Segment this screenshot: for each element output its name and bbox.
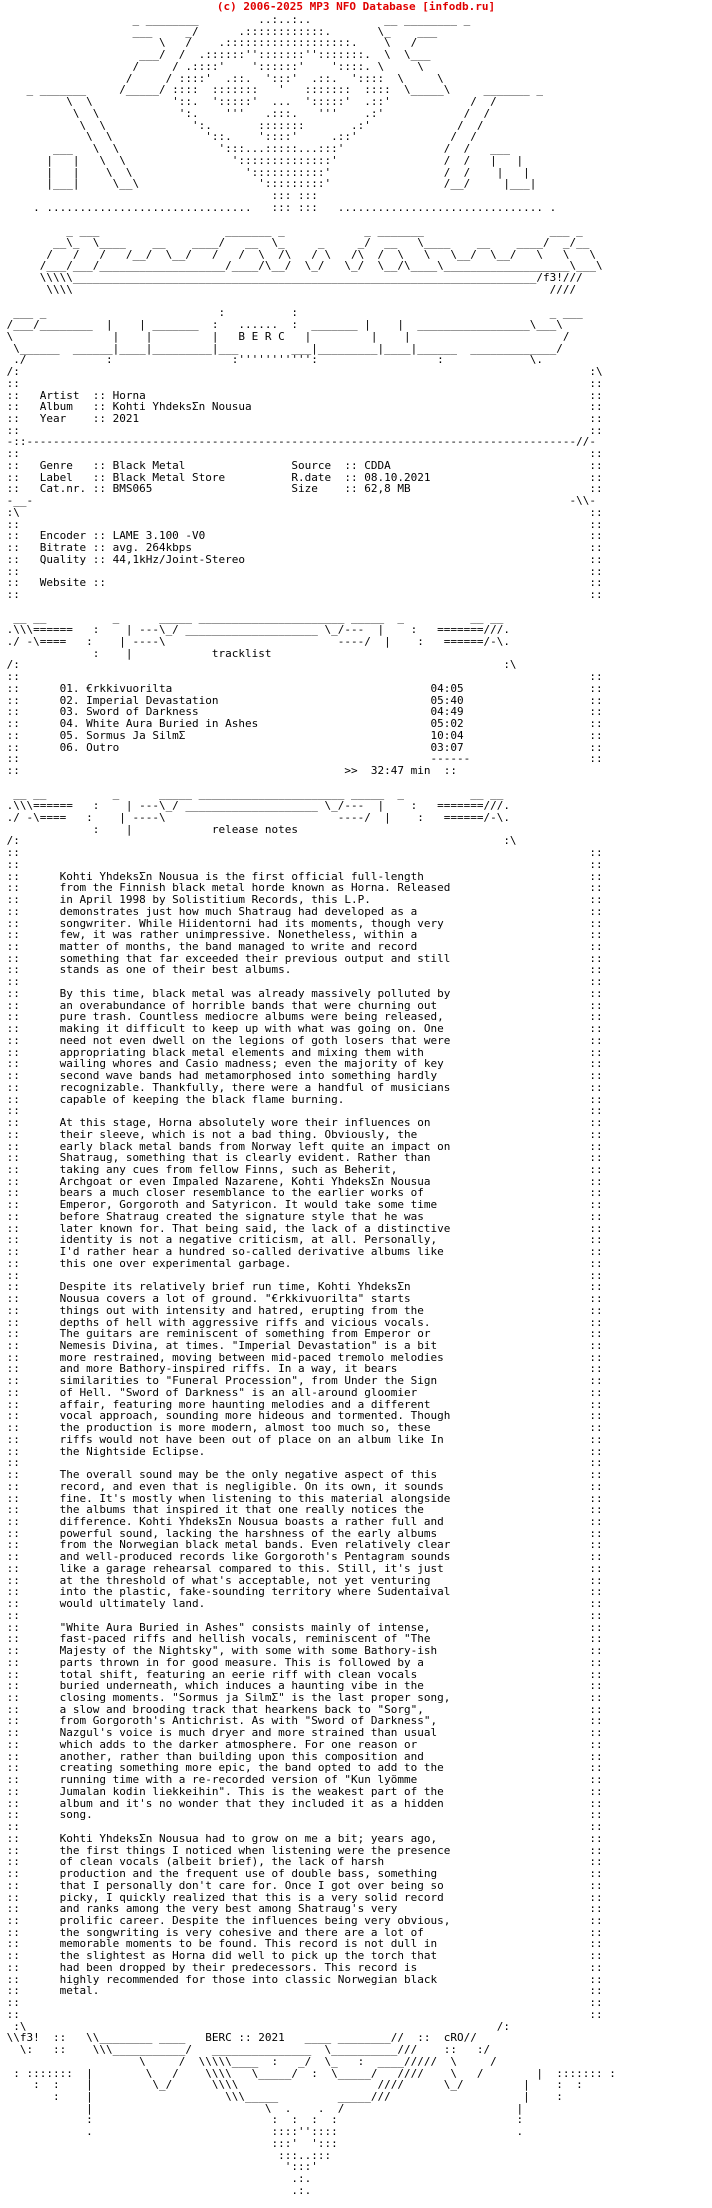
header-art-line: \ \ '::. '::::' .::' / / [0,130,477,144]
notes-line: :: song. :: [0,1808,603,1822]
bitrate-row: :: Bitrate :: avg. 264kbps :: [0,541,603,555]
notes-line: :: identity is not a negative criticism, at all. Personally, :: [0,1233,603,1247]
encoder-row: :: Encoder :: LAME 3.100 -V0 :: [0,529,603,543]
art-line: :: :: [0,1456,603,1470]
art-line: :: :: [0,423,603,437]
art-line: /: :\ [0,365,603,379]
total-divider: :: ------ :: [0,752,603,766]
art-line: :\ /: [0,2019,510,2033]
notes-line: :: bears a much closer resemblance to the earlier works of :: [0,1186,603,1200]
notes-line: :: matter of months, the band managed to write and record :: [0,940,603,954]
art-line: /: :\ [0,658,517,672]
art-line: :: :: [0,587,603,601]
notes-line: :: Nemesis Divina, at times. "Imperial Devastation" is a bit :: [0,1338,603,1352]
notes-line: :: affair, featuring more haunting melodies and a different :: [0,1397,603,1411]
track-row: :: 06. Outro 03:07 :: [0,740,603,754]
notes-line: :: record, and even that is negligible. On its own, it sounds :: [0,1479,603,1493]
notes-line: :: something that far exceeded their previous output and still :: [0,951,603,965]
notes-line: :: a slow and brooding track that hearkens back to "Sorg", :: [0,1702,603,1716]
total-time: :: >> 32:47 min :: [0,764,457,777]
notes-line: :: buried underneath, which induces a haunting vibe in the :: [0,1679,603,1693]
notes-line: :: another, rather than building upon this composition and :: [0,1749,603,1763]
notes-line: :: things out with intensity and hatred, erupting from the :: [0,1303,603,1317]
footer-art-line: | \ . . / | [0,2101,524,2115]
notes-line: :: before Shatraug created the signature style that he was :: [0,1209,603,1223]
footer-art-line: : : : : : : [0,2113,524,2127]
notes-line: :: of clean vocals (albeit brief), the lack of harsh :: [0,1855,603,1869]
notes-line: :: Majesty of the Nightsky", with some with some Bathory-ish :: [0,1644,603,1658]
notes-line: :: from Gorgoroth's Antichrist. As with "Sword of Darkness", :: [0,1714,603,1728]
album-row: :: Album :: Kohti YhdeksΣn Nousua :: [0,400,603,414]
artist-row: :: Artist :: Horna :: [0,388,603,402]
notes-line: :: songwriter. While Hiidentorni had its moments, though very :: [0,916,603,930]
header-art-line: _ ___ _______ _ _ _______ ___ _ [0,224,583,238]
footer-art-line: :::' '::: [0,2136,338,2150]
footer-art-line: . ::::'':::: . [0,2125,524,2139]
notes-line: :: parts thrown in for good measure. This is followed by a :: [0,1655,603,1669]
header-art-line: _ ________ ..:..:.. __ ________ _ [0,14,471,26]
website-row: :: Website :: :: [0,576,603,590]
art-line: :: :: [0,376,603,390]
genre-row: :: Genre :: Black Metal Source :: CDDA :: [0,458,603,472]
footer-art-line: : ::::::: | \ / \\\\ \_____/ : \_____/ //// \ / | ::::::: : [0,2066,616,2080]
notes-line: :: stands as one of their best albums. :: [0,963,603,977]
label-row: :: Label :: Black Metal Store R.date :: 08.10.2021 :: [0,470,603,484]
art-line: :: :: [0,1996,603,2010]
footer-art-line: \ / \\\\\____ : _/ \_ : ____///// \ / [0,2054,497,2068]
notes-line: :: taking any cues from fellow Finns, such as Beherit, :: [0,1162,603,1176]
header-art-line: __\_ \____ __ ____/ __ \_ _ _/ __ \____ __ ____/ _/__ [0,235,590,249]
track-row: :: 05. Sormus Ja SilmΣ 10:04 :: [0,728,603,742]
art-line: :: :: [0,1608,603,1622]
notes-line: :: production and the frequent use of double bass, something :: [0,1867,603,1881]
release-notes-heading: release notes [211,822,299,836]
notes-line: :: total shift, featuring an eerie riff with clean vocals :: [0,1667,603,1681]
header-art-line: \ \ ':. ''' .:::. ''' .:' / / [0,106,491,120]
notes-line: :: running time with a re-recorded version of "Kun lyömme :: [0,1773,603,1787]
header-art-line: \ | | | B E R C | | | / [0,329,570,343]
notes-line: :: difference. Kohti YhdeksΣn Nousua boasts a rather full and :: [0,1515,603,1528]
art-line: :: :: [0,1104,603,1118]
notes-line: :: at the threshold of what's acceptable, not yet venturing :: [0,1573,603,1587]
art-line: :: :: [0,447,603,461]
track-row: :: 02. Imperial Devastation 05:40 :: [0,693,603,707]
art-line: /: :\ [0,834,517,848]
art-line: :: :: [0,1268,603,1282]
notes-line: :: of Hell. "Sword of Darkness" is an all-around gloomier :: [0,1385,603,1399]
notes-line: :: Kohti YhdeksΣn Nousua had to grow on me a bit; years ago, :: [0,1831,603,1845]
notes-line: :: Nazgul's voice is much dryer and more strained than usual :: [0,1726,603,1740]
header-art-line: ./ : :''''''''''': : \. [0,353,544,367]
notes-line: :: The overall sound may be the only negative aspect of this :: [0,1468,603,1482]
notes-line: :: the albums that inspired it that one really notices the :: [0,1503,603,1517]
notes-line: :: from the Finnish black metal horde known as Horna. Released :: [0,881,603,895]
notes-line: :: Archgoat or even Impaled Nazarene, Kohti YhdeksΣn Nousua :: [0,1174,603,1188]
art-line: ./ -\==== : | ----\ ----/ | : ======/-\. [0,634,510,648]
header-art-line: \\\\ //// [0,282,577,296]
notes-line: :: demonstrates just how much Shatraug had developed as a :: [0,904,603,918]
header-art-line: /___/___/___________________/____/\__/ \_/ \_/ \__/\____\___________________\___\ [0,259,603,273]
notes-line: :: that I personally don't care for. Once I got over being so :: [0,1878,603,1892]
art-line: .\\\====== : | ---\_/ ____________________ \_/--- | : =======///. [0,623,517,637]
notes-line: :: like a garage rehearsal compared to this. Still, it's just :: [0,1561,603,1575]
notes-line: :: fast-paced riffs and hellish vocals, reminiscent of "The :: [0,1632,603,1646]
notes-line: :: making it difficult to keep up with what was going on. One :: [0,1022,603,1036]
notes-line: :: Despite its relatively brief run time, Kohti YhdeksΣn :: [0,1280,603,1294]
art-line: ./ -\==== : | ----\ ----/ | : ======/-\. [0,810,510,824]
notes-line: :: At this stage, Horna absolutely wore their influences on :: [0,1116,603,1130]
art-line: :: :: [0,517,603,531]
header-art-line: ___ \ \ ':::...:::::...:::' / / ___ [0,142,510,156]
notes-line: :: creating something more epic, the band opted to add to the :: [0,1761,603,1775]
header-art-line: \ / .:::::::::::::::::::. \ / [0,36,418,50]
notes-line: :: more restrained, moving between mid-paced tremolo melodies :: [0,1350,603,1364]
notes-line: :: picky, I quickly realized that this is a very solid record :: [0,1890,603,1904]
notes-line: :: depths of hell with aggressive riffs and vicious vocals. :: [0,1315,603,1329]
notes-line: :: need not even dwell on the legions of goth losers that were :: [0,1033,603,1047]
header-art-line: \\\\\______________________________________________________________________/f3!/// [0,271,583,285]
header-art-line: / / ::::' .::. ':::' .::. ':::: \ \ [0,71,444,85]
notes-line: :: and well-produced records like Gorgoroth's Pentagram sounds :: [0,1550,603,1564]
footer-art-line: : | \\\_____ _____/// | : [0,2089,563,2103]
notes-line: :: second wave bands had metamorphosed into something hardly :: [0,1069,603,1083]
notes-line: :: the production is more modern, almost too much so, these :: [0,1421,603,1435]
art-line: __ __ _ _____ ______________________ _____ _ __ __ [0,787,504,801]
track-row: :: 01. €rkkivuorilta 04:05 :: [0,681,603,695]
notes-line: :: this one over experimental garbage. :: [0,1256,603,1270]
notes-line: :: later known for. That being said, the lack of a distinctive :: [0,1221,603,1235]
art-line: __ __ _ _____ ______________________ _____ _ __ __ [0,611,504,625]
header-art-line: ___ _ : : _ ___ [0,306,583,320]
notes-line: :: Emperor, Gorgoroth and Satyricon. It would take some time :: [0,1198,603,1212]
header-art-line: \______ ______|____|_________|___ ___|_________|____|______ _____________/ [0,341,563,355]
art-line: :: :: [0,2007,603,2021]
year-row: :: Year :: 2021 :: [0,411,603,425]
notes-line: :: the Nightside Eclipse. :: [0,1444,603,1458]
art-line: :: :: [0,846,603,860]
notes-line: :: Shatraug, something that is clearly evident. Rather than :: [0,1151,603,1165]
track-row: :: 04. White Aura Buried in Ashes 05:02 :: [0,717,603,731]
header-art-line: \ \ '::. ':::::' ... ':::::' .::' / / [0,95,497,109]
footer-art-line: :::..::: [0,2148,332,2162]
notes-line: :: an overabundance of horrible bands that were churning out :: [0,998,603,1012]
footer-art-line: : : | \_/ \\\\ //// \_/ | : : [0,2078,583,2092]
nfo-document: _ ________ ..:..:.. __ ________ _ ___ _/ .::::::::::::. \_ ___ \ / .:::::::::::::::::::. \ / ___/ / .::::::'':::::::'':::::::. \ \___ / / .::::' '::::::' '::::. \ \ / / ::::' .::. ':::' .::. ':::: \ \ _ _______ /_____/ :::: ::::::: ' ::::::: :::: \_____\ _______ _ \ \ '::. ':::::' ... ':::::' .::' / / \ \ ':. ''' .:::. ''' .:' / / \ \ ':. ::::::: .:' / / \ \ '::. '::::' .::' / / ___ \ \ ':::...:::::...:::' / / ___ | | \ \ '::::::::::::::' / / | | | | \ \ ':::::::::::' / / | | |___| \__\ ':::::::::' /__/ |___| ::: ::: . ............................... ::: ::: ............................... . _ ___ _______ _ _ _______ ___ _ __\_ \____ __ ____/ __ \_ _ _/ __ \____ __ ____/ _/__ / / / /__/ \__/ / / \ /\ / \ /\ / \ \ \__/ \__/ \ \ \ /___/___/___________________/____/\__/ \_/ \_/ \__/\____\___________________\___\ \\\\\______________________________________________________________________/f3!/// \\\\ //// ___ _ : : _ ___ /___/________ | | _______ : ...... : _______ | | _________________\___\ \ | | | B E R C | | | / \______ ______|____|_________|___ ___|_________|____|______ _____________/ ./ : :''''''''''': : \. /: :\ :: :: :: Artist :: Horna :: :: Album :: Kohti YhdeksΣn Nousua :: :: Year :: 2021 :: :: :: -::-----------------------------------------------------------------------------------//- :: :: :: Genre :: Black Metal Source :: CDDA :: :: Label :: Black Metal Store R.date :: 08.10.2021 :: :: Cat.nr. :: BMS065 Size :: 62,8 MB :: -__- -\\- :\ :: :: :: :: Encoder :: LAME 3.100 -V0 :: :: Bitrate :: avg. 264kbps :: :: Quality :: 44,1kHz/Joint-Stereo :: :: :: :: Website :: :: :: :: __ __ _ _____ ______________________ _____ _ __ __ .\\\====== : | ---\_/ ____________________ \_/--- | : =======///. ./ -\==== : | ----\ ----/ | : ======/-\. : | tracklist /: :\ :: :: :: 01. €rkkivuorilta 04:05 :: :: 02. Imperial Devastation 05:40 :: :: 03. Sword of Darkness 04:49 :: :: 04. White Aura Buried in Ashes 05:02 :: :: 05. Sormus Ja SilmΣ 10:04 :: :: 06. Outro 03:07 :: :: ------ :: :: >> 32:47 min :: __ __ _ _____ ______________________ _____ _ __ __ .\\\====== : | ---\_/ ____________________ \_/--- | : =======///. ./ -\==== : | ----\ ----/ | : ======/-\. : | release notes /: :\ :: :: :: :: :: Kohti YhdeksΣn Nousua is the first official full-length :: :: from the Finnish black metal horde known as Horna. Released :: :: in April 1998 by Solistitium Records, this L.P. :: :: demonstrates just how much Shatraug had developed as a :: :: songwriter. While Hiidentorni had its moments, though very :: :: few, it was rather unimpressive. Nonetheless, within a :: :: matter of months, the band managed to write and record :: :: something that far exceeded their previous output and still :: :: stands as one of their best albums. :: :: :: :: By this time, black metal was already massively polluted by :: :: an overabundance of horrible bands that were churning out :: :: pure trash. Countless mediocre albums were being released, :: :: making it difficult to keep up with what was going on. One :: :: need not even dwell on the legions of goth losers that were :: :: appropriating black metal elements and mixing them with :: :: wailing whores and Casio madness; even the majority of key :: :: second wave bands had metamorphosed into something hardly :: :: recognizable. Thankfully, there were a handful of musicians :: :: capable of keeping the black flame burning. :: :: :: :: At this stage, Horna absolutely wore their influences on :: :: their sleeve, which is not a bad thing. Obviously, the :: :: early black metal bands from Norway left quite an impact on :: :: Shatraug, something that is clearly evident. Rather than :: :: taking any cues from fellow Finns, such as Beherit, :: :: Archgoat or even Impaled Nazarene, Kohti YhdeksΣn Nousua :: :: bears a much closer resemblance to the earlier works of :: :: Emperor, Gorgoroth and Satyricon. It would take some time :: :: before Shatraug created the signature style that he was :: :: later known for. That being said, the lack of a distinctive :: :: identity is not a negative criticism, at all. Personally, :: :: I'd rather hear a hundred so-called derivative albums like :: :: this one over experimental garbage. :: :: :: :: Despite its relatively brief run time, Kohti YhdeksΣn :: :: Nousua covers a lot of ground. "€rkkivuorilta" starts :: :: things out with intensity and hatred, erupting from the :: :: depths of hell with aggressive riffs and vicious vocals. :: :: The guitars are reminiscent of something from Emperor or :: :: Nemesis Divina, at times. "Imperial Devastation" is a bit :: :: more restrained, moving between mid-paced tremolo melodies :: :: and more Bathory-inspired riffs. In a way, it bears :: :: similarities to "Funeral Procession", from Under the Sign :: :: of Hell. "Sword of Darkness" is an all-around gloomier :: :: affair, featuring more haunting melodies and a different :: :: vocal approach, sounding more hideous and tormented. Though :: :: the production is more modern, almost too much so, these :: :: riffs would not have been out of place on an album like In :: :: the Nightside Eclipse. :: :: :: :: The overall sound may be the only negative aspect of this :: :: record, and even that is negligible. On its own, it sounds :: :: fine. It's mostly when listening to this material alongside :: :: the albums that inspired it that one really notices the :: :: difference. Kohti YhdeksΣn Nousua boasts a rather full and :: :: powerful sound, lacking the harshness of the early albums :: :: from the Norwegian black metal bands. Even relatively clear :: :: and well-produced records like Gorgoroth's Pentagram sounds :: :: like a garage rehearsal compared to this. Still, it's just :: :: at the threshold of what's acceptable, not yet venturing :: :: into the plastic, fake-sounding territory where Sudentaival :: :: would ultimately land. :: :: :: :: "White Aura Buried in Ashes" consists mainly of intense, :: :: fast-paced riffs and hellish vocals, reminiscent of "The :: :: Majesty of the Nightsky", with some with some Bathory-ish :: :: parts thrown in for good measure. This is followed by a :: :: total shift, featuring an eerie riff with clean vocals :: :: buried underneath, which induces a haunting vibe in the :: :: closing moments. "Sormus ja SilmΣ" is the last proper song, :: :: a slow and brooding track that hearkens back to "Sorg", :: :: from Gorgoroth's Antichrist. As with "Sword of Darkness", :: :: Nazgul's voice is much dryer and more strained than usual :: :: which adds to the darker atmosphere. For one reason or :: :: another, rather than building upon this composition and :: :: creating something more epic, the band opted to add to the :: :: running time with a re-recorded version of "Kun lyömme :: :: Jumalan kodin liekkeihin". This is the weakest part of the :: :: album and it's no wonder that they included it as a hidden :: :: song. :: :: :: :: Kohti YhdeksΣn Nousua had to grow on me a bit; years ago, :: :: the first things I noticed when listening were the presence :: :: of clean vocals (albeit brief), the lack of harsh :: :: production and the frequent use of double bass, something :: :: that I personally don't care for. Once I got over being so :: :: picky, I quickly realized that this is a very solid record :: :: and ranks among the very best among Shatraug's very :: :: prolific career. Despite the influences being very obvious, :: :: the songwriting is very cohesive and there are a lot of :: :: memorable moments to be found. This record is not dull in :: :: the slightest as Horna did well to pick up the torch that :: :: had been dropped by their predecessors. This record is :: :: highly recommended for those into classic Norwegian black :: :: metal. :: :: :: :: :: :\ /: \\f3! :: \\________ ____ BERC :: 2021 ____ ________// :: cRO// \: :: \\\___________/ _______________ \__________/// :: :/ \ / \\\\\____ : _/ \_ : ____///// \ / : ::::::: | \ / \\\\ \_____/ : \_____/ //// \ / | ::::::: : : : | \_/ \\\\ //// \_/ | : : : | \\\_____ _____/// | : | \ . . / | : : : : : : . ::::'':::: . :::' '::: :::..::: ':::' .:. .:. [0,14,616,2197]
footer-art-line: .:. [0,2172,312,2186]
quality-row: :: Quality :: 44,1kHz/Joint-Stereo :: [0,552,603,566]
header-art-line: _ _______ /_____/ :::: ::::::: ' ::::::: :::: \_____\ _______ _ [0,83,544,97]
art-line: .\\\====== : | ---\_/ ____________________ \_/--- | : =======///. [0,799,517,813]
notes-line: :: would ultimately land. :: [0,1597,603,1611]
header-art-line: | | \ \ ':::::::::::' / / | | [0,165,530,179]
notes-line: :: appropriating black metal elements and mixing them with :: [0,1045,603,1059]
notes-line: :: The guitars are reminiscent of something from Emperor or :: [0,1327,603,1341]
notes-line: :: the slightest as Horna did well to pick up the torch that :: [0,1949,603,1963]
header-art-line: |___| \__\ ':::::::::' /__/ |___| [0,177,537,191]
art-line: :: :: [0,975,603,989]
header-art-line: ___/ / .::::::'':::::::'':::::::. \ \___ [0,48,431,62]
notes-line: :: similarities to "Funeral Procession", from Under the Sign :: [0,1374,603,1388]
notes-line: :: early black metal bands from Norway left quite an impact on :: [0,1139,603,1153]
notes-line: :: pure trash. Countless mediocre albums were being released, :: [0,1010,603,1024]
notes-line: :: highly recommended for those into classic Norwegian black :: [0,1972,603,1986]
notes-line: :: memorable moments to be found. This record is not dull in :: [0,1937,603,1951]
notes-line: :: Kohti YhdeksΣn Nousua is the first official full-length :: [0,869,603,883]
header-art-line: ::: ::: [0,189,318,203]
notes-line: :: the first things I noticed when listening were the presence :: [0,1843,603,1857]
art-line: :: :: [0,670,603,684]
notes-line: :: I'd rather hear a hundred so-called derivative albums like :: [0,1245,603,1259]
header-art-line: / / .::::' '::::::' '::::. \ \ [0,59,424,73]
notes-line: :: and ranks among the very best among Shatraug's very :: [0,1902,603,1916]
header-art-line: \ \ ':. ::::::: .:' / / [0,118,484,132]
notes-line: :: vocal approach, sounding more hideous and tormented. Though :: [0,1409,603,1423]
catnr-row: :: Cat.nr. :: BMS065 Size :: 62,8 MB :: [0,482,603,496]
art-line: :: :: [0,857,603,871]
notes-line: :: album and it's no wonder that they included it as a hidden :: [0,1796,603,1810]
footer-art-line: ':::' [0,2160,318,2174]
notes-line: :: and more Bathory-inspired riffs. In a way, it bears :: [0,1362,603,1376]
notes-line: :: closing moments. "Sormus ja SilmΣ" is the last proper song, :: [0,1691,603,1705]
notes-line: :: capable of keeping the black flame burning. :: [0,1092,603,1106]
track-row: :: 03. Sword of Darkness 04:49 :: [0,705,603,719]
notes-line: :: their sleeve, which is not a bad thing. Obviously, the :: [0,1127,603,1141]
site-banner: (c) 2006-2025 MP3 NFO Database [infodb.ru] [216,0,496,13]
notes-line: :: recognizable. Thankfully, there were a handful of musicians :: [0,1080,603,1094]
art-line: \: :: \\\___________/ _______________ \__________/// :: :/ [0,2043,491,2057]
notes-line: :: Jumalan kodin liekkeihin". This is the weakest part of the :: [0,1784,603,1798]
header-art-line: | | \ \ '::::::::::::::' / / | | [0,153,524,167]
notes-line: :: metal. :: [0,1984,603,1998]
footer-badge-line: \\f3! :: \\________ ____ BERC :: 2021 ____ ________// :: cRO// [0,2031,477,2045]
divider-line: -::-----------------------------------------------------------------------------------//- [0,435,597,449]
header-art-line: /___/________ | | _______ : ...... : _______ | | _________________\___\ [0,318,563,332]
notes-line: :: had been dropped by their predecessors. This record is :: [0,1960,603,1974]
notes-line: :: the songwriting is very cohesive and there are a lot of :: [0,1925,603,1939]
footer-art-line: .:. [0,2183,312,2197]
header-art-line: . ............................... ::: ::: ............................... . [0,200,557,214]
notes-line: :: into the plastic, fake-sounding territory where Sudentaival :: [0,1585,603,1599]
notes-line: :: wailing whores and Casio madness; even the majority of key :: [0,1057,603,1071]
notes-line: :: few, it was rather unimpressive. Nonetheless, within a :: [0,928,603,942]
notes-line: :: Nousua covers a lot of ground. "€rkkivuorilta" starts :: [0,1292,603,1306]
notes-line: :: prolific career. Despite the influences being very obvious, :: [0,1913,603,1927]
notes-line: :: fine. It's mostly when listening to this material alongside :: [0,1491,603,1505]
notes-line: :: from the Norwegian black metal bands. Even relatively clear :: [0,1538,603,1552]
tracklist-heading: tracklist [211,646,272,660]
divider-line: -__- -\\- [0,494,597,508]
header-art-line: / / / /__/ \__/ / / \ /\ / \ /\ / \ \ \__/ \__/ \ \ \ [0,247,597,261]
notes-line: :: "White Aura Buried in Ashes" consists mainly of intense, :: [0,1620,603,1634]
notes-line: :: powerful sound, lacking the harshness of the early albums :: [0,1526,603,1540]
notes-line: :: By this time, black metal was already massively polluted by :: [0,986,603,1000]
notes-line: :: in April 1998 by Solistitium Records, this L.P. :: [0,893,603,907]
notes-line: :: riffs would not have been out of place on an album like In :: [0,1432,603,1446]
art-line: :\ :: [0,505,603,519]
art-line: :: :: [0,564,603,578]
header-art-line: ___ _/ .::::::::::::. \_ ___ [0,24,438,38]
notes-line: :: which adds to the darker atmosphere. For one reason or :: [0,1737,603,1751]
art-line: :: :: [0,1820,603,1834]
